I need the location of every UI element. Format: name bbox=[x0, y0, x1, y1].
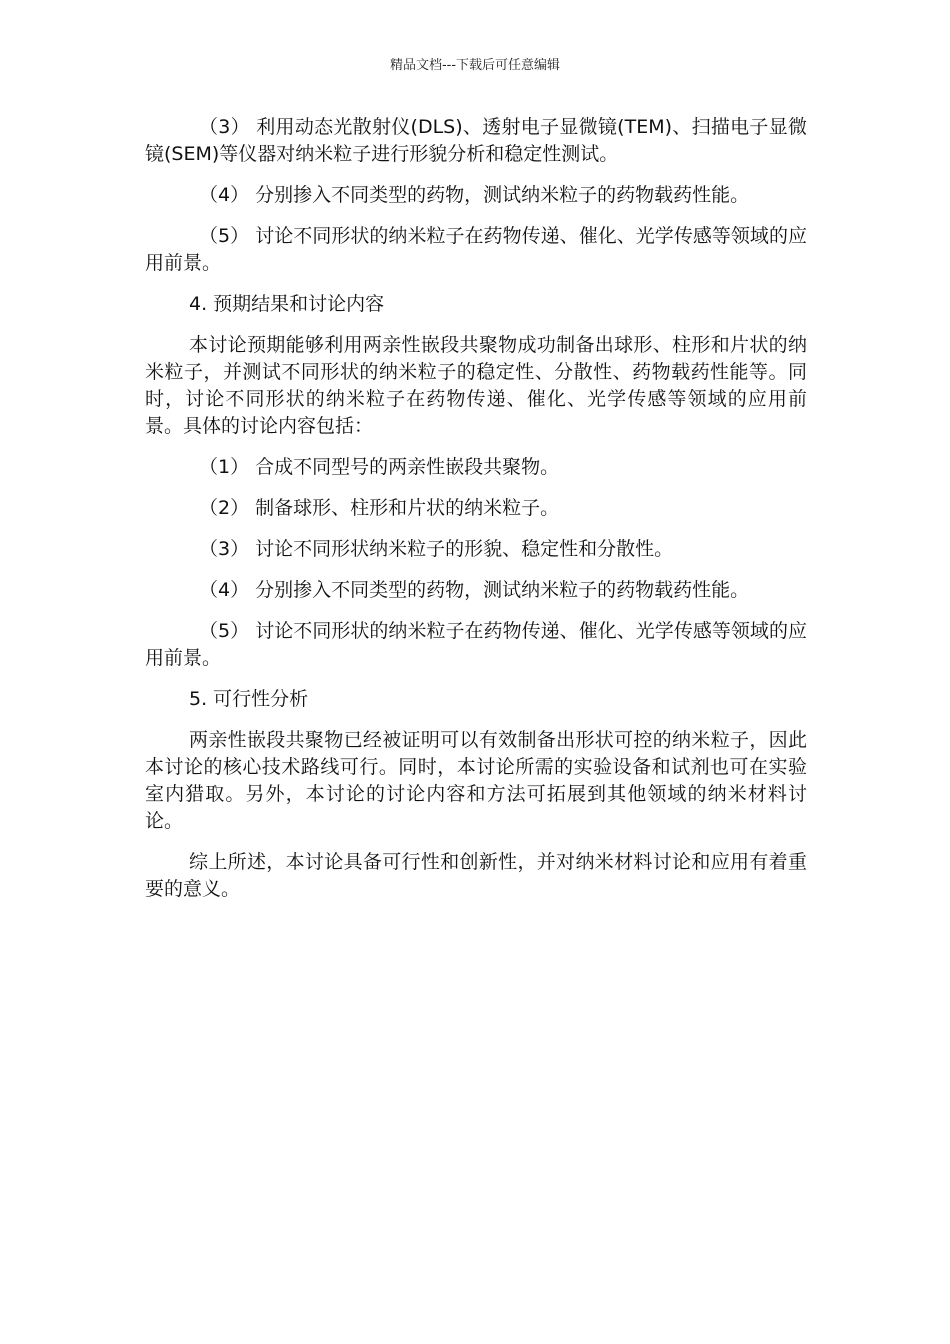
section-heading: 5. 可行性分析 bbox=[189, 688, 309, 710]
paragraph: 本讨论预期能够利用两亲性嵌段共聚物成功制备出球形、柱形和片状的纳米粒子，并测试不同形状的纳米粒子的稳定性、分散性、药物载药性能等。同时，讨论不同形状的纳米粒子在药物传递、催化、光学传感等领域的应用前景。具体的讨论内容包括： bbox=[145, 334, 807, 437]
list-item: （5） 讨论不同形状的纳米粒子在药物传递、催化、光学传感等领域的应用前景。 bbox=[145, 620, 807, 669]
list-item: （4） 分别掺入不同类型的药物，测试纳米粒子的药物载药性能。 bbox=[199, 579, 750, 601]
list-item: （2） 制备球形、柱形和片状的纳米粒子。 bbox=[199, 497, 560, 519]
paragraph: 两亲性嵌段共聚物已经被证明可以有效制备出形状可控的纳米粒子，因此本讨论的核心技术路线可行。同时，本讨论所需的实验设备和试剂也可在实验室内猎取。另外，本讨论的讨论内容和方法可拓展到其他领域的纳米材料讨论。 bbox=[145, 729, 807, 832]
list-item: （1） 合成不同型号的两亲性嵌段共聚物。 bbox=[199, 456, 560, 478]
section-heading: 4. 预期结果和讨论内容 bbox=[189, 293, 385, 315]
document-body bbox=[145, 114, 807, 917]
list-item: （3） 讨论不同形状纳米粒子的形貌、稳定性和分散性。 bbox=[199, 538, 674, 560]
page-header: 精品文档---下载后可任意编辑 bbox=[389, 58, 561, 73]
conclusion-paragraph: 综上所述，本讨论具备可行性和创新性，并对纳米材料讨论和应用有着重要的意义。 bbox=[145, 851, 807, 900]
list-item: （3） 利用动态光散射仪(DLS)、透射电子显微镜(TEM)、扫描电子显微镜(SEM)等仪器对纳米粒子进行形貌分析和稳定性测试。 bbox=[145, 116, 807, 165]
list-item: （5） 讨论不同形状的纳米粒子在药物传递、催化、光学传感等领域的应用前景。 bbox=[145, 225, 807, 274]
list-item: （4） 分别掺入不同类型的药物，测试纳米粒子的药物载药性能。 bbox=[199, 184, 750, 206]
